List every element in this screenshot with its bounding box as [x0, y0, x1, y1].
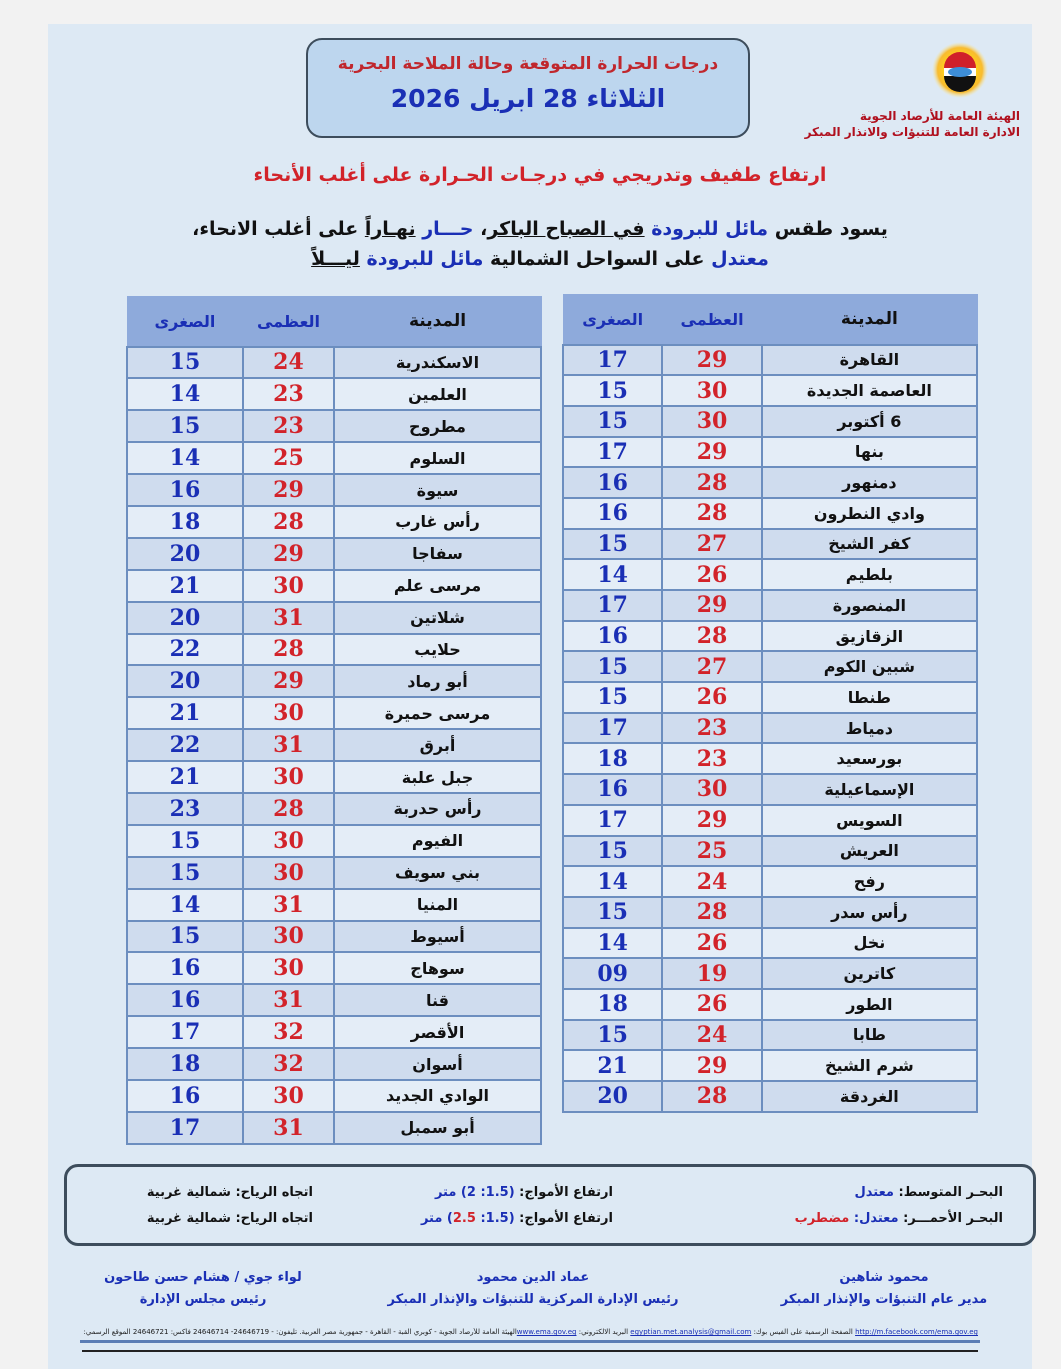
table-row [563, 621, 977, 652]
signatory-name: لواء جوي / هشام حسن طاحون [104, 1270, 302, 1285]
sea-state-value: معتدل: [849, 1211, 899, 1226]
facebook-label: الصفحة الرسمية على الفيس بوك: [753, 1328, 853, 1336]
table-row [127, 889, 541, 921]
min-temp-cell: 17 [127, 1016, 243, 1048]
city-cell: الطور [762, 989, 977, 1020]
max-temp-cell: 24 [662, 866, 761, 897]
sea-state-value: مضطرب [794, 1211, 850, 1226]
footer-contact [78, 1328, 978, 1336]
signatory-name: عماد الدين محمود [476, 1270, 590, 1285]
city-cell: رأس غارب [334, 506, 541, 538]
max-temp-cell: 29 [662, 805, 761, 836]
city-cell: أسوان [334, 1048, 541, 1080]
max-temp-cell: 32 [243, 1048, 334, 1080]
max-temp-cell: 30 [243, 825, 334, 857]
org-line-2: الادارة العامة للتنبؤات والانذار المبكر [804, 125, 1020, 139]
wind-label: اتجاه الرياح: [230, 1185, 313, 1200]
min-temp-cell: 17 [563, 590, 662, 621]
table-row [127, 410, 541, 442]
max-temp-cell: 28 [243, 634, 334, 666]
city-cell: المنصورة [762, 590, 977, 621]
city-cell: شبين الكوم [762, 651, 977, 682]
summary-text: ، [473, 218, 488, 240]
city-cell: طنطا [762, 682, 977, 713]
min-temp-cell: 09 [563, 958, 662, 989]
min-temp-cell: 15 [127, 347, 243, 379]
table-row [563, 590, 977, 621]
table-row [563, 467, 977, 498]
table-row [563, 713, 977, 744]
min-temp-cell: 18 [127, 506, 243, 538]
min-temp-cell: 15 [563, 651, 662, 682]
sea-label: البحـر المتوسط: [893, 1185, 1003, 1200]
max-temp-cell: 24 [243, 347, 334, 379]
min-temp-cell: 14 [127, 378, 243, 410]
wave-height [421, 1211, 613, 1226]
wave-label: ارتفاع الأمواج: [514, 1211, 613, 1226]
max-temp-cell: 28 [662, 1081, 761, 1112]
max-temp-cell: 30 [243, 1080, 334, 1112]
column-header-min: الصغرى [127, 297, 243, 347]
min-temp-cell: 20 [563, 1081, 662, 1112]
min-temp-cell: 16 [127, 984, 243, 1016]
email-label: البريد الالكتروني: [578, 1328, 629, 1336]
table-row [563, 774, 977, 805]
column-header-min: الصغرى [563, 295, 662, 345]
min-temp-cell: 17 [127, 1112, 243, 1144]
column-header-max: العظمى [243, 297, 334, 347]
table-row [563, 559, 977, 590]
signature-2 [368, 1267, 698, 1311]
city-cell: دمنهور [762, 467, 977, 498]
table-row [127, 570, 541, 602]
table-row [563, 375, 977, 406]
min-temp-cell: 20 [127, 665, 243, 697]
table-row [563, 529, 977, 560]
max-temp-cell: 23 [243, 410, 334, 442]
summary-text: مائل للبرودة [651, 218, 769, 240]
min-temp-cell: 17 [563, 437, 662, 468]
min-temp-cell: 17 [563, 345, 662, 376]
table-row [127, 506, 541, 538]
max-temp-cell: 27 [662, 529, 761, 560]
city-cell: كاترين [762, 958, 977, 989]
table-body [563, 345, 977, 1112]
city-cell: دمياط [762, 713, 977, 744]
max-temp-cell: 25 [243, 442, 334, 474]
footer-divider [80, 1340, 980, 1343]
city-cell: الوادي الجديد [334, 1080, 541, 1112]
table-row [127, 952, 541, 984]
wind-direction [147, 1185, 313, 1200]
max-temp-cell: 30 [243, 761, 334, 793]
table-row [563, 866, 977, 897]
city-cell: بني سويف [334, 857, 541, 889]
max-temp-cell: 30 [662, 375, 761, 406]
min-temp-cell: 15 [563, 406, 662, 437]
page-title: درجات الحرارة المتوقعة وحالة الملاحة البحرية [337, 54, 719, 74]
summary-line-1 [48, 214, 1032, 244]
max-temp-cell: 30 [243, 921, 334, 953]
city-cell: العاصمة الجديدة [762, 375, 977, 406]
signatory-title: مدير عام التنبؤات والإنذار المبكر [780, 1292, 988, 1307]
table-row [127, 474, 541, 506]
min-temp-cell: 23 [127, 793, 243, 825]
sea-state [855, 1185, 1004, 1200]
sea-state [795, 1211, 1003, 1226]
min-temp-cell: 14 [563, 866, 662, 897]
column-header-city: المدينة [762, 295, 977, 345]
min-temp-cell: 14 [563, 928, 662, 959]
max-temp-cell: 26 [662, 928, 761, 959]
summary-text: على أغلب الانحاء، [192, 218, 365, 240]
summary-text: معتدل [711, 248, 769, 270]
max-temp-cell: 30 [662, 406, 761, 437]
signature-1 [764, 1267, 1004, 1311]
facebook-link[interactable]: http://m.facebook.com/ema.gov.eg [855, 1328, 978, 1336]
city-cell: جبل علبة [334, 761, 541, 793]
max-temp-cell: 31 [243, 602, 334, 634]
summary-text [360, 248, 367, 270]
city-cell: الزقازيق [762, 621, 977, 652]
max-temp-cell: 23 [662, 713, 761, 744]
wave-value: (1.5: [475, 1211, 515, 1226]
table-row [127, 1080, 541, 1112]
min-temp-cell: 15 [127, 825, 243, 857]
table-row [563, 437, 977, 468]
city-cell: أسيوط [334, 921, 541, 953]
city-cell: الاسكندرية [334, 347, 541, 379]
table-row [563, 836, 977, 867]
min-temp-cell: 16 [127, 952, 243, 984]
min-temp-cell: 16 [563, 467, 662, 498]
city-cell: مطروح [334, 410, 541, 442]
city-cell: رأس حدربة [334, 793, 541, 825]
max-temp-cell: 30 [243, 570, 334, 602]
city-cell: مرسى حميرة [334, 697, 541, 729]
city-cell: طابا [762, 1020, 977, 1051]
max-temp-cell: 23 [662, 743, 761, 774]
wind-direction [147, 1211, 313, 1226]
column-header-max: العظمى [662, 295, 761, 345]
city-cell: أبو سمبل [334, 1112, 541, 1144]
max-temp-cell: 31 [243, 984, 334, 1016]
sea-state-box [64, 1164, 1036, 1246]
footer-divider [82, 1350, 978, 1352]
table-row [127, 697, 541, 729]
city-cell: العريش [762, 836, 977, 867]
table-row [563, 651, 977, 682]
headline: ارتفاع طفيف وتدريجي في درجـات الحـرارة على أغلب الأنحاء [253, 164, 827, 186]
table-row [127, 634, 541, 666]
max-temp-cell: 28 [662, 897, 761, 928]
city-cell: سفاجا [334, 538, 541, 570]
sea-label: البحـر الأحمـــر: [898, 1211, 1003, 1226]
city-cell: شرم الشيخ [762, 1050, 977, 1081]
max-temp-cell: 29 [662, 1050, 761, 1081]
wind-value: شمالية غربية [146, 1211, 231, 1226]
organization-name [805, 108, 1020, 140]
ema-sun-logo-icon [932, 42, 988, 98]
max-temp-cell: 31 [243, 889, 334, 921]
city-cell: الأقصر [334, 1016, 541, 1048]
weather-summary [48, 214, 1032, 274]
wind-value: شمالية غربية [146, 1185, 231, 1200]
table-row [127, 921, 541, 953]
max-temp-cell: 28 [243, 506, 334, 538]
city-cell: السلوم [334, 442, 541, 474]
max-temp-cell: 23 [243, 378, 334, 410]
max-temp-cell: 27 [662, 651, 761, 682]
column-header-city: المدينة [334, 297, 541, 347]
summary-text: يسود طقس [768, 218, 888, 240]
min-temp-cell: 16 [127, 1080, 243, 1112]
max-temp-cell: 28 [662, 467, 761, 498]
max-temp-cell: 30 [243, 697, 334, 729]
table-row [563, 958, 977, 989]
min-temp-cell: 22 [127, 729, 243, 761]
min-temp-cell: 18 [563, 989, 662, 1020]
max-temp-cell: 29 [243, 538, 334, 570]
max-temp-cell: 29 [243, 474, 334, 506]
forecast-document [48, 24, 1032, 1369]
city-cell: كفر الشيخ [762, 529, 977, 560]
city-cell: شلاتين [334, 602, 541, 634]
city-cell: نخل [762, 928, 977, 959]
sea-state-value: معتدل [854, 1185, 894, 1200]
forecast-date: الثلاثاء 28 ابريل 2026 [390, 84, 666, 113]
table-row [563, 805, 977, 836]
table-row [127, 761, 541, 793]
max-temp-cell: 26 [662, 682, 761, 713]
city-cell: بنها [762, 437, 977, 468]
min-temp-cell: 15 [563, 529, 662, 560]
mediterranean-row [83, 1185, 1003, 1207]
min-temp-cell: 15 [563, 682, 662, 713]
min-temp-cell: 16 [563, 621, 662, 652]
min-temp-cell: 18 [563, 743, 662, 774]
max-temp-cell: 30 [243, 952, 334, 984]
min-temp-cell: 15 [127, 410, 243, 442]
max-temp-cell: 32 [243, 1016, 334, 1048]
table-row [563, 682, 977, 713]
temperature-table-left [126, 296, 542, 1145]
max-temp-cell: 26 [662, 559, 761, 590]
min-temp-cell: 20 [127, 538, 243, 570]
city-cell: قنا [334, 984, 541, 1016]
signatory-name: محمود شاهين [839, 1270, 929, 1285]
min-temp-cell: 16 [127, 474, 243, 506]
city-cell: 6 أكتوبر [762, 406, 977, 437]
summary-text: على السواحل الشمالية [483, 248, 712, 270]
table-row [127, 729, 541, 761]
wave-value-high: 2.5 [452, 1211, 476, 1226]
table-row [563, 1020, 977, 1051]
min-temp-cell: 15 [127, 857, 243, 889]
table-row [563, 1081, 977, 1112]
table-row [127, 825, 541, 857]
table-row [127, 793, 541, 825]
min-temp-cell: 18 [127, 1048, 243, 1080]
table-body [127, 347, 541, 1144]
signatory-title: رئيس الإدارة المركزية للتنبؤات والإنذار المبكر [387, 1292, 679, 1307]
email-link[interactable]: egyptian.met.analysis@gmail.com [630, 1328, 752, 1336]
red-sea-row [83, 1211, 1003, 1233]
table-row [127, 442, 541, 474]
table-row [127, 347, 541, 379]
max-temp-cell: 29 [662, 590, 761, 621]
city-cell: حلايب [334, 634, 541, 666]
max-temp-cell: 29 [662, 345, 761, 376]
min-temp-cell: 21 [563, 1050, 662, 1081]
summary-text: في الصباح الباكر [487, 218, 645, 240]
wind-label: اتجاه الرياح: [230, 1211, 313, 1226]
city-cell: رفح [762, 866, 977, 897]
table-row [563, 1050, 977, 1081]
max-temp-cell: 26 [662, 989, 761, 1020]
table-row [127, 378, 541, 410]
min-temp-cell: 14 [127, 442, 243, 474]
min-temp-cell: 14 [127, 889, 243, 921]
table-row [127, 857, 541, 889]
max-temp-cell: 25 [662, 836, 761, 867]
city-cell: العلمين [334, 378, 541, 410]
title-box [306, 38, 750, 138]
signature-3 [78, 1267, 328, 1311]
summary-text: حـــار [422, 218, 474, 240]
min-temp-cell: 15 [127, 921, 243, 953]
city-cell: رأس سدر [762, 897, 977, 928]
wave-value: (1.5: 2) متر [434, 1185, 515, 1200]
table-row [563, 743, 977, 774]
table-row [563, 989, 977, 1020]
max-temp-cell: 29 [662, 437, 761, 468]
min-temp-cell: 16 [563, 498, 662, 529]
max-temp-cell: 30 [662, 774, 761, 805]
table-row [127, 1016, 541, 1048]
city-cell: سيوة [334, 474, 541, 506]
org-line-1: الهيئة العامة للأرصاد الجوية [859, 109, 1020, 123]
summary-text: نهـاراً [364, 218, 416, 240]
min-temp-cell: 22 [127, 634, 243, 666]
city-cell: الفيوم [334, 825, 541, 857]
max-temp-cell: 30 [243, 857, 334, 889]
summary-text: مائل للبرودة [366, 248, 484, 270]
temperature-table-right [562, 294, 978, 1113]
min-temp-cell: 17 [563, 805, 662, 836]
table-row [127, 984, 541, 1016]
summary-line-2 [48, 244, 1032, 274]
table-row [127, 1112, 541, 1144]
max-temp-cell: 24 [662, 1020, 761, 1051]
wave-value: ) متر [420, 1211, 453, 1226]
website-label: الموقع الرسمي: [83, 1328, 131, 1336]
address-text: الهيئة العامة للأرصاد الجوية - كوبري القبة - القاهرة - جمهورية مصر العربية. تليفون: - 24646719- 24646714 فاكس: 24646721 [132, 1328, 517, 1336]
min-temp-cell: 16 [563, 774, 662, 805]
min-temp-cell: 21 [127, 761, 243, 793]
city-cell: المنيا [334, 889, 541, 921]
signatory-title: رئيس مجلس الإدارة [139, 1292, 267, 1307]
table-row [563, 498, 977, 529]
max-temp-cell: 19 [662, 958, 761, 989]
min-temp-cell: 15 [563, 1020, 662, 1051]
website-link[interactable]: www.ema.gov.eg [516, 1328, 577, 1336]
city-cell: بورسعيد [762, 743, 977, 774]
max-temp-cell: 31 [243, 729, 334, 761]
wave-height [435, 1185, 613, 1200]
city-cell: أبو رماد [334, 665, 541, 697]
min-temp-cell: 14 [563, 559, 662, 590]
city-cell: الإسماعيلية [762, 774, 977, 805]
min-temp-cell: 15 [563, 836, 662, 867]
city-cell: وادي النطرون [762, 498, 977, 529]
table-row [127, 538, 541, 570]
min-temp-cell: 17 [563, 713, 662, 744]
city-cell: سوهاج [334, 952, 541, 984]
table-row [563, 928, 977, 959]
max-temp-cell: 31 [243, 1112, 334, 1144]
min-temp-cell: 21 [127, 697, 243, 729]
table-row [563, 345, 977, 376]
city-cell: بلطيم [762, 559, 977, 590]
min-temp-cell: 15 [563, 897, 662, 928]
max-temp-cell: 28 [662, 498, 761, 529]
city-cell: أبرق [334, 729, 541, 761]
city-cell: السويس [762, 805, 977, 836]
summary-text: ليـــلاً [311, 248, 360, 270]
max-temp-cell: 28 [662, 621, 761, 652]
min-temp-cell: 21 [127, 570, 243, 602]
city-cell: الغردقة [762, 1081, 977, 1112]
min-temp-cell: 15 [563, 375, 662, 406]
table-row [127, 665, 541, 697]
table-row [127, 1048, 541, 1080]
min-temp-cell: 20 [127, 602, 243, 634]
table-row [563, 406, 977, 437]
wave-label: ارتفاع الأمواج: [514, 1185, 613, 1200]
city-cell: مرسى علم [334, 570, 541, 602]
max-temp-cell: 28 [243, 793, 334, 825]
city-cell: القاهرة [762, 345, 977, 376]
max-temp-cell: 29 [243, 665, 334, 697]
table-row [563, 897, 977, 928]
table-row [127, 602, 541, 634]
